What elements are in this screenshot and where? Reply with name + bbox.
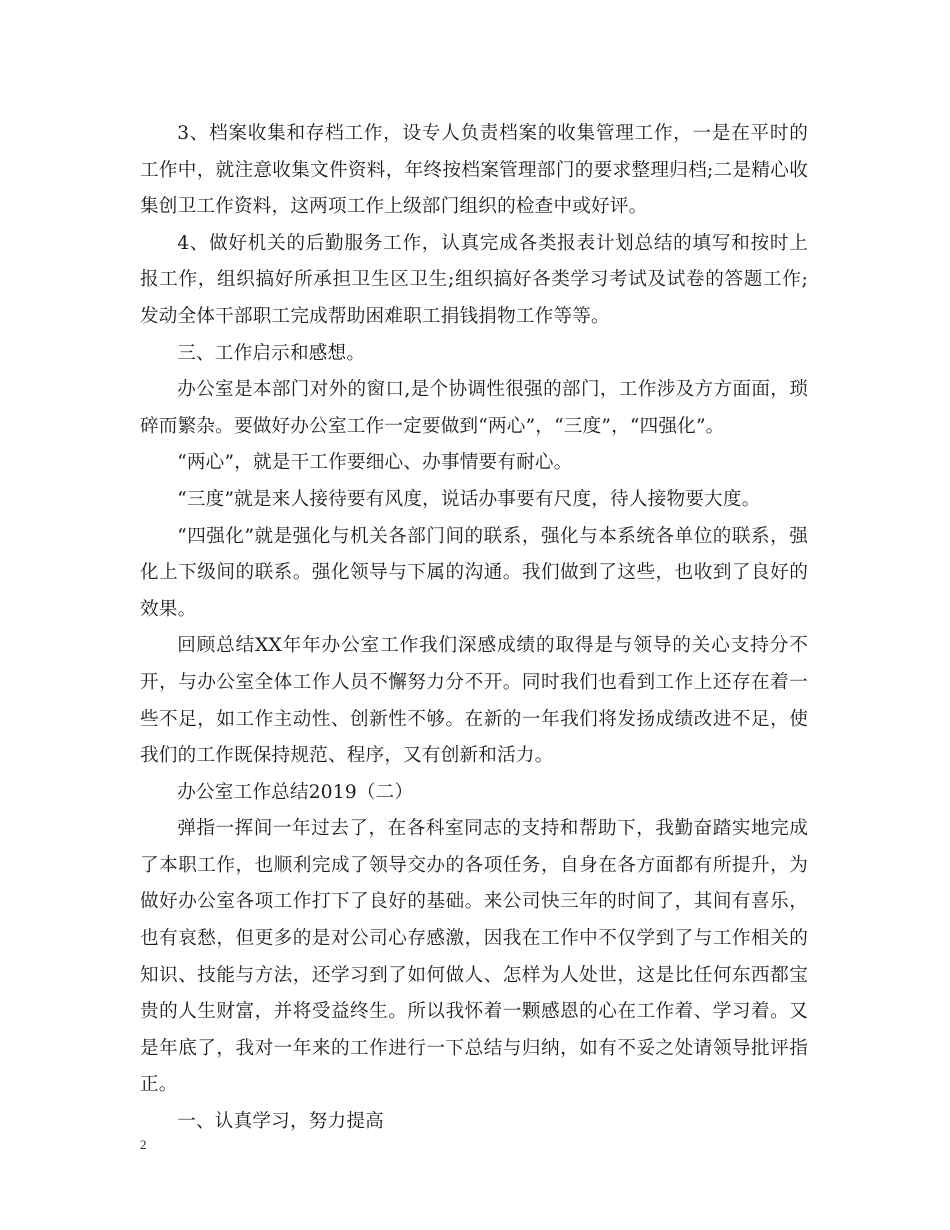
paragraph-three-degrees: “三度”就是来人接待要有风度，说话办事要有尺度，待人接物要大度。 [177, 488, 761, 510]
paragraph-office-window: 办公室是本部门对外的窗口,是个协调性很强的部门，工作涉及方方面面，琐碎而繁杂。要做好办公室工作一定要做到“两心”，“三度”，“四强化”。 [140, 379, 808, 437]
paragraph-review-summary: 回顾总结XX年年办公室工作我们深感成绩的取得是与领导的关心支持分不开，与办公室全体工作人员不懈努力分不开。同时我们也看到工作上还存在着一些不足，如工作主动性、创新性不够。在新的一年我们将发扬成绩改进不足，使我们的工作既保持规范、程序，又有创新和活力。 [140, 635, 808, 767]
section-title-part-two: 办公室工作总结2019（二） [177, 781, 414, 803]
paragraph-four-strengthen: “四强化”就是强化与机关各部门间的联系，强化与本系统各单位的联系，强化上下级间的联系。强化领导与下属的沟通。我们做到了这些，也收到了良好的效果。 [140, 525, 808, 620]
paragraph-archive-work: 3、档案收集和存档工作，设专人负责档案的收集管理工作，一是在平时的工作中，就注意收集文件资料，年终按档案管理部门的要求整理归档;二是精心收集创卫工作资料，这两项工作上级部门组织的检查中或好评。 [140, 123, 808, 218]
document-body [140, 116, 808, 1141]
section-heading-study: 一、认真学习，努力提高 [177, 1111, 384, 1133]
page-number: 2 [140, 1137, 147, 1152]
section-heading-insights: 三、工作启示和感想。 [177, 342, 366, 364]
paragraph-year-review: 弹指一挥间一年过去了，在各科室同志的支持和帮助下，我勤奋踏实地完成了本职工作，也顺利完成了领导交办的各项任务，自身在各方面都有所提升，为做好办公室各项工作打下了良好的基础。来公司快三年的时间了，其间有喜乐，也有哀愁，但更多的是对公司心存感激，因我在工作中不仅学到了与工作相关的知识、技能与方法，还学习到了如何做人、怎样为人处世，这是比任何东西都宝贵的人生财富，并将受益终生。所以我怀着一颗感恩的心在工作着、学习着。又是年底了，我对一年来的工作进行一下总结与归纳，如有不妥之处请领导批评指正。 [140, 818, 808, 1096]
paragraph-two-hearts: “两心”，就是干工作要细心、办事情要有耐心。 [177, 452, 573, 474]
paragraph-logistics-work: 4、做好机关的后勤服务工作，认真完成各类报表计划总结的填写和按时上报工作，组织搞好所承担卫生区卫生;组织搞好各类学习考试及试卷的答题工作;发动全体干部职工完成帮助困难职工捐钱捐物工作等等。 [140, 232, 808, 327]
